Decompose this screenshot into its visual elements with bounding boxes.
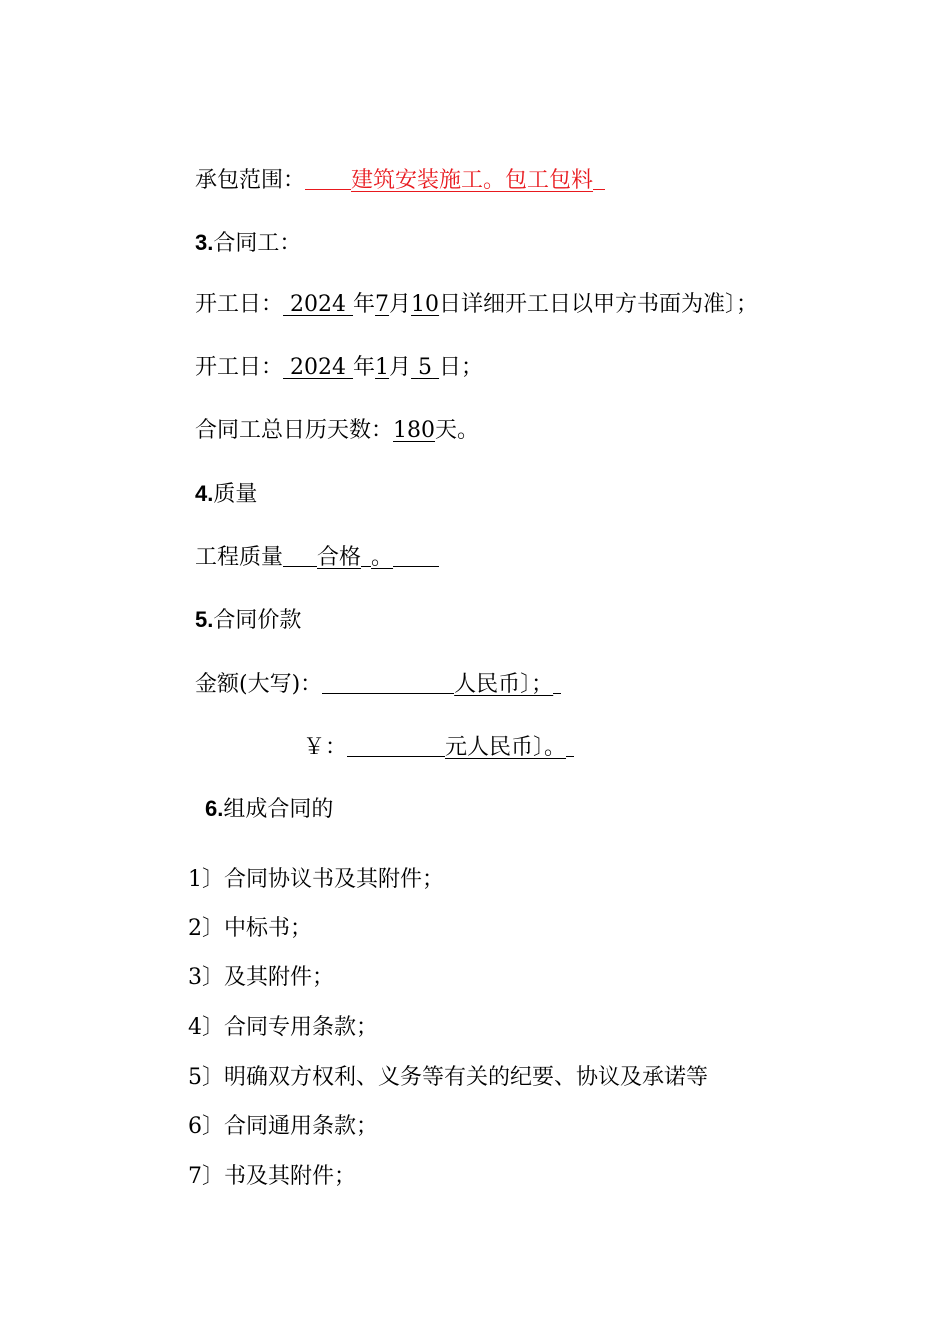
start-year-unit: 年 — [353, 292, 376, 317]
start-year: 2024 — [290, 292, 347, 317]
list-item: 2〕中标书； — [188, 916, 312, 941]
amount-figure-value: 元人民币〕。 — [445, 735, 567, 760]
list-item: 6〕合同通用条款； — [188, 1114, 378, 1139]
section-5-title: 合同价款 — [213, 608, 302, 633]
list-item: 3〕及其附件； — [188, 965, 334, 990]
quality-blank-tail — [393, 542, 439, 567]
section-6-title: 组成合同的 — [223, 797, 334, 822]
finish-month: 1 — [375, 355, 390, 380]
finish-month-unit: 月 — [389, 355, 412, 380]
total-days-label: 合同工总日历天数： — [195, 418, 394, 443]
total-days-value: 180 — [393, 418, 436, 443]
scope-label: 承包范围： — [195, 168, 306, 193]
amount-figure-line — [289, 702, 574, 760]
finish-date-label: 开工日： — [195, 355, 284, 380]
amount-words-line — [181, 639, 561, 697]
scope-value: 建筑安装施工。包工包料 — [351, 168, 594, 193]
start-month: 7 — [375, 292, 390, 317]
list-item: 7〕书及其附件； — [188, 1164, 356, 1189]
section-4-title: 质量 — [213, 482, 258, 507]
section-4-number: 4. — [195, 481, 214, 506]
section-5-number: 5. — [195, 607, 214, 632]
section-3-number: 3. — [195, 230, 214, 255]
list-item: 4〕合同专用条款； — [188, 1015, 378, 1040]
list-item: 5〕明确双方权利、义务等有关的纪要、协议及承诺等 — [188, 1065, 708, 1090]
finish-day: 5 — [418, 355, 433, 380]
section-6-number: 6. — [205, 796, 224, 821]
total-days-unit: 天。 — [435, 418, 480, 443]
finish-year-unit: 年 — [353, 355, 376, 380]
section-5-heading — [181, 575, 302, 633]
total-days-line — [181, 386, 480, 443]
finish-year: 2024 — [290, 355, 347, 380]
start-date-tail: 日详细开工日以甲方书面为准〕； — [439, 292, 759, 317]
start-day: 10 — [411, 292, 440, 317]
amount-words-blank — [322, 669, 454, 694]
start-month-unit: 月 — [389, 292, 412, 317]
section-6-heading — [191, 764, 334, 822]
scope-blank-tail — [593, 165, 605, 190]
section-4-heading — [181, 449, 258, 507]
quality-value: 合格 — [317, 545, 362, 570]
quality-blank-mid — [361, 542, 371, 567]
scope-line — [181, 135, 605, 193]
quality-line — [181, 512, 439, 570]
amount-words-blank-tail — [553, 669, 561, 694]
finish-date-line — [181, 323, 484, 380]
quality-blank — [283, 542, 317, 567]
start-date-line — [181, 260, 759, 317]
section-3-heading — [181, 198, 302, 256]
amount-words-label: 金额(大写)： — [195, 672, 323, 697]
quality-label: 工程质量 — [195, 545, 284, 570]
amount-figure-blank — [347, 732, 445, 757]
finish-date-tail: 日； — [439, 355, 484, 380]
list-item: 1〕合同协议书及其附件； — [188, 867, 444, 892]
section-3-title: 合同工： — [213, 231, 302, 256]
quality-tail: 。 — [371, 545, 394, 570]
amount-figure-label: ￥： — [303, 735, 348, 760]
amount-figure-blank-tail — [566, 732, 574, 757]
start-date-label: 开工日： — [195, 292, 284, 317]
scope-blank — [305, 165, 351, 190]
amount-words-value: 人民币〕； — [454, 672, 554, 697]
